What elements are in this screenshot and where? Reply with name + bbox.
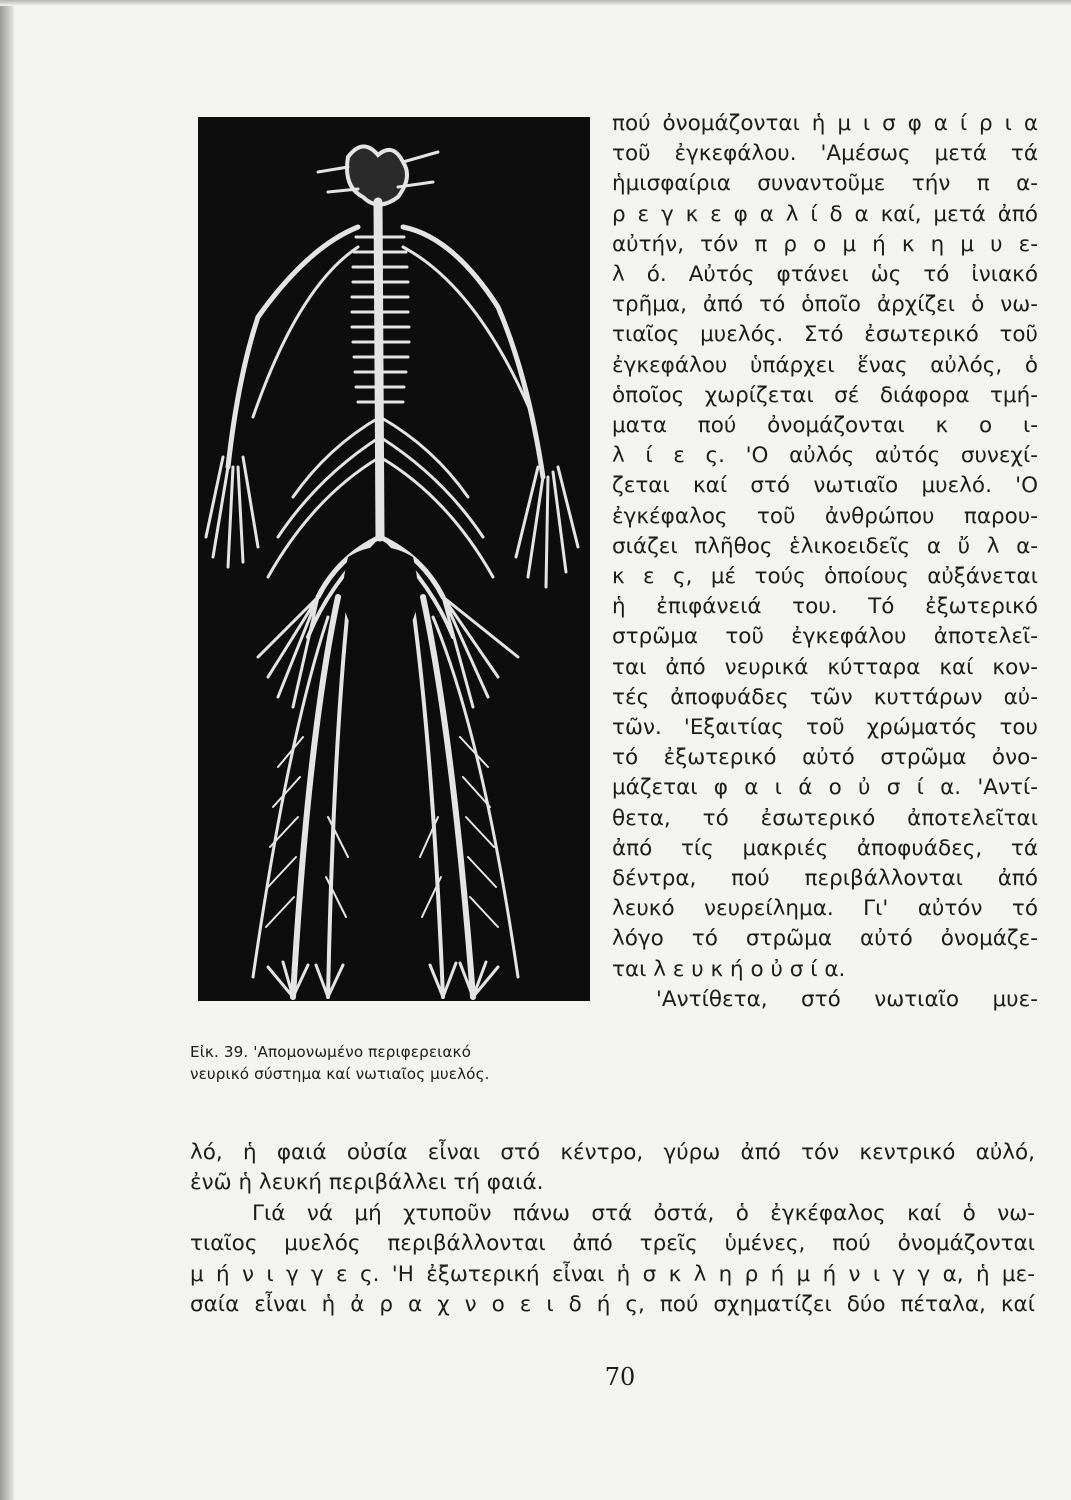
text-line: ἡ ἐπιφάνειά του. Τό ἐξωτερικό bbox=[612, 594, 1038, 620]
text-line: λευκό νευρείλημα. Γι' αὐτόν τό bbox=[612, 896, 1038, 922]
text-line: ἐνῶ ἡ λευκή περιβάλλει τή φαιά. bbox=[190, 1170, 544, 1196]
caption-line: Εἰκ. 39. 'Απομονωμένο περιφερειακό bbox=[190, 1043, 471, 1061]
paragraph-start-line: Γιά νά μή χτυποῦν πάνω στά ὀστά, ὁ ἐγκέφαλος καί ὁ νω- bbox=[252, 1200, 1035, 1226]
text-line: λ ό. Αὐτός φτάνει ὡς τό ἰνιακό bbox=[612, 262, 1038, 288]
text-line: μάζεται φ α ι ά ο ὐ σ ί α. 'Αντί- bbox=[612, 775, 1038, 801]
text-line: τές ἀποφυάδες τῶν κυττάρων αὐ- bbox=[612, 684, 1038, 710]
text-line: τῶν. 'Εξαιτίας τοῦ χρώματός του bbox=[612, 715, 1038, 741]
text-line: ται λ ε υ κ ή ο ὐ σ ί α. bbox=[612, 956, 846, 982]
text-line: λ ί ε ς. 'Ο αὐλός αὐτός συνεχί- bbox=[612, 443, 1038, 469]
figure-caption bbox=[190, 1041, 590, 1085]
text-line: τιαῖος μυελός. Στό ἐσωτερικό τοῦ bbox=[612, 322, 1038, 348]
text-line: ται ἀπό νευρικά κύτταρα καί κον- bbox=[612, 654, 1038, 680]
full-width-text bbox=[190, 1138, 1035, 1320]
right-column-text bbox=[612, 109, 1038, 1015]
text-line: θετα, τό ἐσωτερικό ἀποτελεῖται bbox=[612, 805, 1038, 831]
text-line: σαία εἶναι ἡ ἀ ρ α χ ν ο ε ι δ ή ς, πού σχηματίζει δύο πέταλα, καί bbox=[190, 1292, 1035, 1318]
nervous-system-illustration bbox=[198, 117, 590, 1001]
text-line: δέντρα, πού περιβάλλονται ἀπό bbox=[612, 866, 1038, 892]
text-line: ἡμισφαίρια συναντοῦμε τήν π α- bbox=[612, 171, 1038, 197]
text-line: ἐγκεφάλου ὑπάρχει ἕνας αὐλός, ὁ bbox=[612, 352, 1038, 378]
text-line: ζεται καί στό νωτιαῖο μυελό. 'Ο bbox=[612, 473, 1038, 499]
text-line: ρ ε γ κ ε φ α λ ί δ α καί, μετά ἀπό bbox=[612, 201, 1038, 227]
text-line: τοῦ ἐγκεφάλου. 'Αμέσως μετά τά bbox=[612, 141, 1038, 167]
text-line: κ ε ς, μέ τούς ὁποίους αὐξάνεται bbox=[612, 564, 1038, 590]
text-line: ἀπό τίς μακριές ἀποφυάδες, τά bbox=[612, 835, 1038, 861]
text-line: σιάζει πλῆθος ἑλικοειδεῖς α ὔ λ α- bbox=[612, 533, 1038, 559]
text-line: πού ὀνομάζονται ἡ μ ι σ φ α ί ρ ι α bbox=[612, 111, 1038, 136]
text-line: ὁποῖος χωρίζεται σέ διάφορα τμή- bbox=[612, 382, 1038, 408]
scan-shadow-left bbox=[0, 0, 14, 1500]
text-line: τρῆμα, ἀπό τό ὁποῖο ἀρχίζει ὁ νω- bbox=[612, 292, 1038, 318]
page-number: 70 bbox=[604, 1363, 636, 1391]
text-line: ἐγκέφαλος τοῦ ἀνθρώπου παρου- bbox=[612, 503, 1038, 529]
paragraph-start-line: 'Αντίθετα, στό νωτιαῖο μυε- bbox=[656, 986, 1038, 1012]
text-line: λό, ἡ φαιά οὐσία εἶναι στό κέντρο, γύρω ἀπό τόν κεντρικό αὐλό, bbox=[190, 1140, 1035, 1165]
nervous-system-figure bbox=[198, 117, 590, 1001]
text-line: μ ή ν ι γ γ ε ς. 'Η ἐξωτερική εἶναι ἡ σ κ λ η ρ ή μ ή ν ι γ γ α, ἡ με- bbox=[190, 1261, 1035, 1287]
text-line: αὐτήν, τόν π ρ ο μ ή κ η μ υ ε- bbox=[612, 231, 1038, 257]
text-line: τό ἐξωτερικό αὐτό στρῶμα ὀνο- bbox=[612, 745, 1038, 771]
scan-shadow-top bbox=[0, 0, 1071, 6]
text-line: λόγο τό στρῶμα αὐτό ὀνομάζε- bbox=[612, 926, 1038, 952]
text-line: ματα πού ὀνομάζονται κ ο ι- bbox=[612, 413, 1038, 439]
text-line: τιαῖος μυελός περιβάλλονται ἀπό τρεῖς ὑμένες, πού ὀνομάζονται bbox=[190, 1231, 1035, 1257]
caption-line: νευρικό σύστημα καί νωτιαῖος μυελός. bbox=[190, 1065, 490, 1083]
text-line: στρῶμα τοῦ ἐγκεφάλου ἀποτελεῖ- bbox=[612, 624, 1038, 650]
